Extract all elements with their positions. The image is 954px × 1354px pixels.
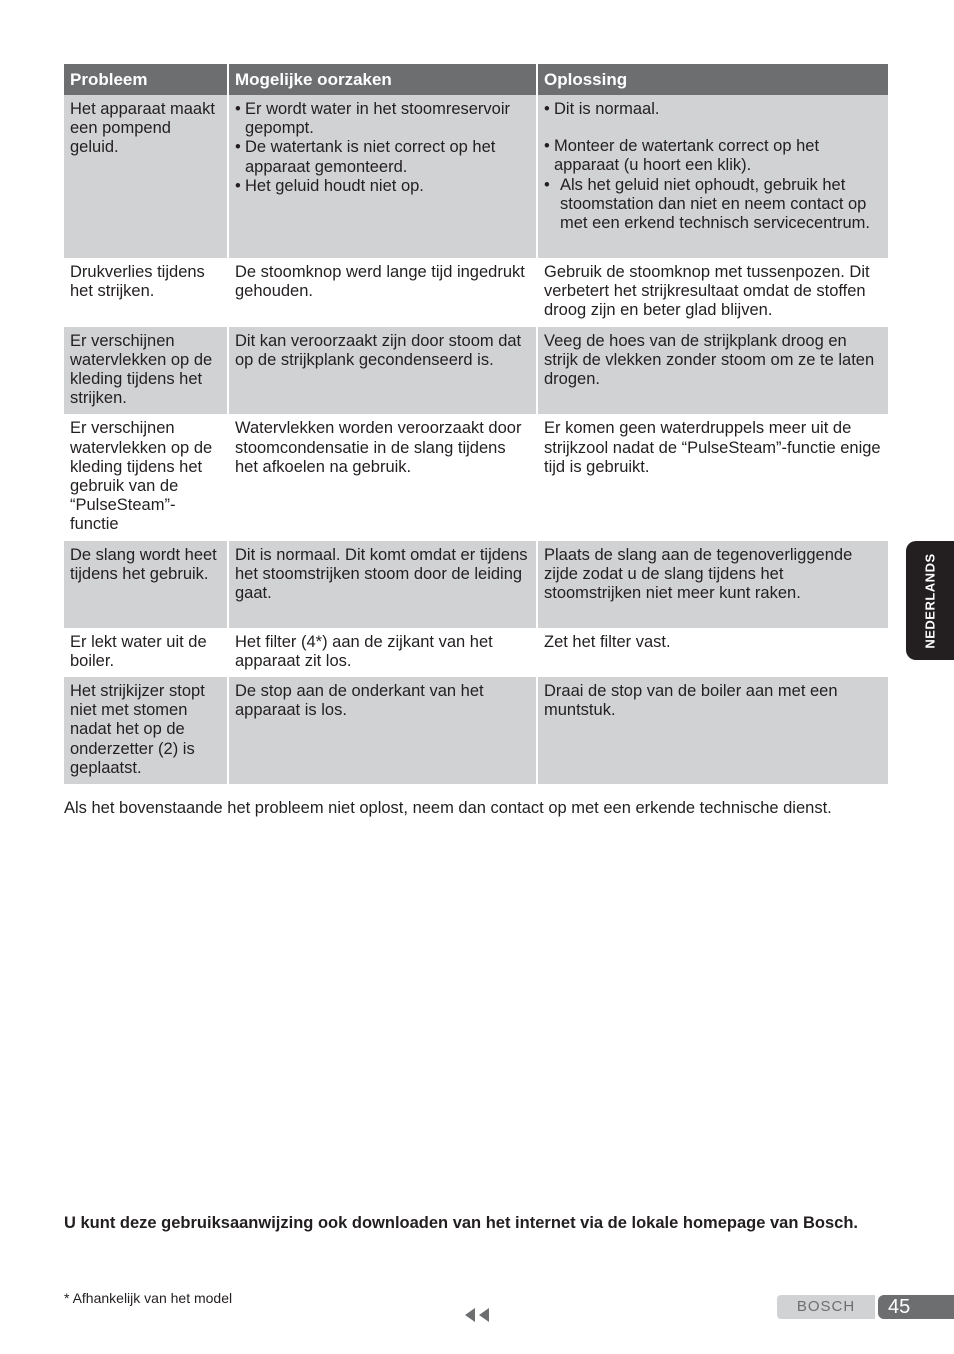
table-row bbox=[64, 541, 888, 628]
causes-cell: Dit is normaal. Dit komt omdat er tijdens het stoomstrijken stoom door de leiding gaat. bbox=[228, 541, 537, 628]
solution-cell: Er komen geen waterdruppels meer uit de strijkzool nadat de “PulseSteam”-functie enige tijd is gebruikt. bbox=[537, 414, 888, 540]
language-tab bbox=[906, 541, 954, 660]
table-row bbox=[64, 677, 888, 784]
table-row bbox=[64, 628, 888, 677]
list-item: • Het geluid houdt niet op. bbox=[235, 176, 424, 195]
problem-cell: Er verschijnen watervlekken op de kleding tijdens het strijken. bbox=[64, 327, 228, 415]
header-problem: Probleem bbox=[64, 64, 228, 95]
problem-cell: Drukverlies tijdens het strijken. bbox=[64, 258, 228, 327]
header-causes: Mogelijke oorzaken bbox=[228, 64, 537, 95]
brand-label: BOSCH bbox=[777, 1295, 875, 1319]
language-tab-label: NEDERLANDS bbox=[922, 552, 938, 649]
list-item: • De watertank is niet correct op het apparaat gemonteerd. bbox=[235, 138, 496, 176]
table-row bbox=[64, 95, 888, 258]
list-item: • Dit is normaal. bbox=[544, 100, 660, 118]
troubleshooting-table bbox=[64, 64, 888, 784]
causes-cell: Dit kan veroorzaakt zijn door stoom dat op de strijkplank gecondenseerd is. bbox=[228, 327, 537, 415]
solution-cell: Plaats de slang aan de tegenoverliggende zijde zodat u de slang tijdens het stoomstrijken niet meer kunt raken. bbox=[537, 541, 888, 628]
download-note: U kunt deze gebruiksaanwijzing ook downloaden van het internet via de lokale homepage van Bosch. bbox=[64, 1214, 858, 1232]
solution-cell: Gebruik de stoomknop met tussenpozen. Dit verbetert het strijkresultaat omdat de stoffen droog zijn en beter glad blijven. bbox=[537, 258, 888, 327]
double-left-arrow-icon[interactable] bbox=[463, 1307, 491, 1328]
solution-cell: Veeg de hoes van de strijkplank droog en strijk de vlekken zonder stoom om ze te laten drogen. bbox=[537, 327, 888, 415]
causes-cell: De stop aan de onderkant van het apparaat is los. bbox=[228, 677, 537, 784]
problem-cell: Er verschijnen watervlekken op de kleding tijdens het gebruik van de “PulseSteam”-functie bbox=[64, 414, 228, 540]
list-item: • Er wordt water in het stoomreservoir gepompt. bbox=[235, 100, 511, 138]
solution-cell: Zet het filter vast. bbox=[537, 628, 888, 677]
problem-cell: Het strijkijzer stopt niet met stomen nadat het op de onderzetter (2) is geplaatst. bbox=[64, 677, 228, 784]
causes-cell: De stoomknop werd lange tijd ingedrukt gehouden. bbox=[228, 258, 537, 327]
list-item: • Monteer de watertank correct op het apparaat (u hoort een klik). bbox=[544, 137, 820, 175]
header-solution: Oplossing bbox=[537, 64, 888, 95]
list-item: • Als het geluid niet ophoudt, gebruik het stoomstation dan niet en neem contact op met een erkend technisch servicecentrum. bbox=[544, 175, 870, 233]
causes-cell: Het filter (4*) aan de zijkant van het apparaat zit los. bbox=[228, 628, 537, 677]
problem-cell: Er lekt water uit de boiler. bbox=[64, 628, 228, 677]
page-number: 45 bbox=[878, 1295, 954, 1319]
problem-cell: De slang wordt heet tijdens het gebruik. bbox=[64, 541, 228, 628]
problem-cell: Het apparaat maakt een pompend geluid. bbox=[64, 95, 228, 258]
contact-note: Als het bovenstaande het probleem niet oplost, neem dan contact op met een erkende technische dienst. bbox=[64, 799, 832, 817]
footnote: * Afhankelijk van het model bbox=[64, 1290, 233, 1306]
solution-cell: Draai de stop van de boiler aan met een muntstuk. bbox=[537, 677, 888, 784]
table-row bbox=[64, 258, 888, 327]
table-header-row bbox=[64, 64, 888, 95]
solution-cell bbox=[537, 95, 888, 258]
table-row bbox=[64, 414, 888, 540]
table-row bbox=[64, 327, 888, 415]
causes-cell: Watervlekken worden veroorzaakt door stoomcondensatie in de slang tijdens het afkoelen na gebruik. bbox=[228, 414, 537, 540]
causes-cell bbox=[228, 95, 537, 258]
